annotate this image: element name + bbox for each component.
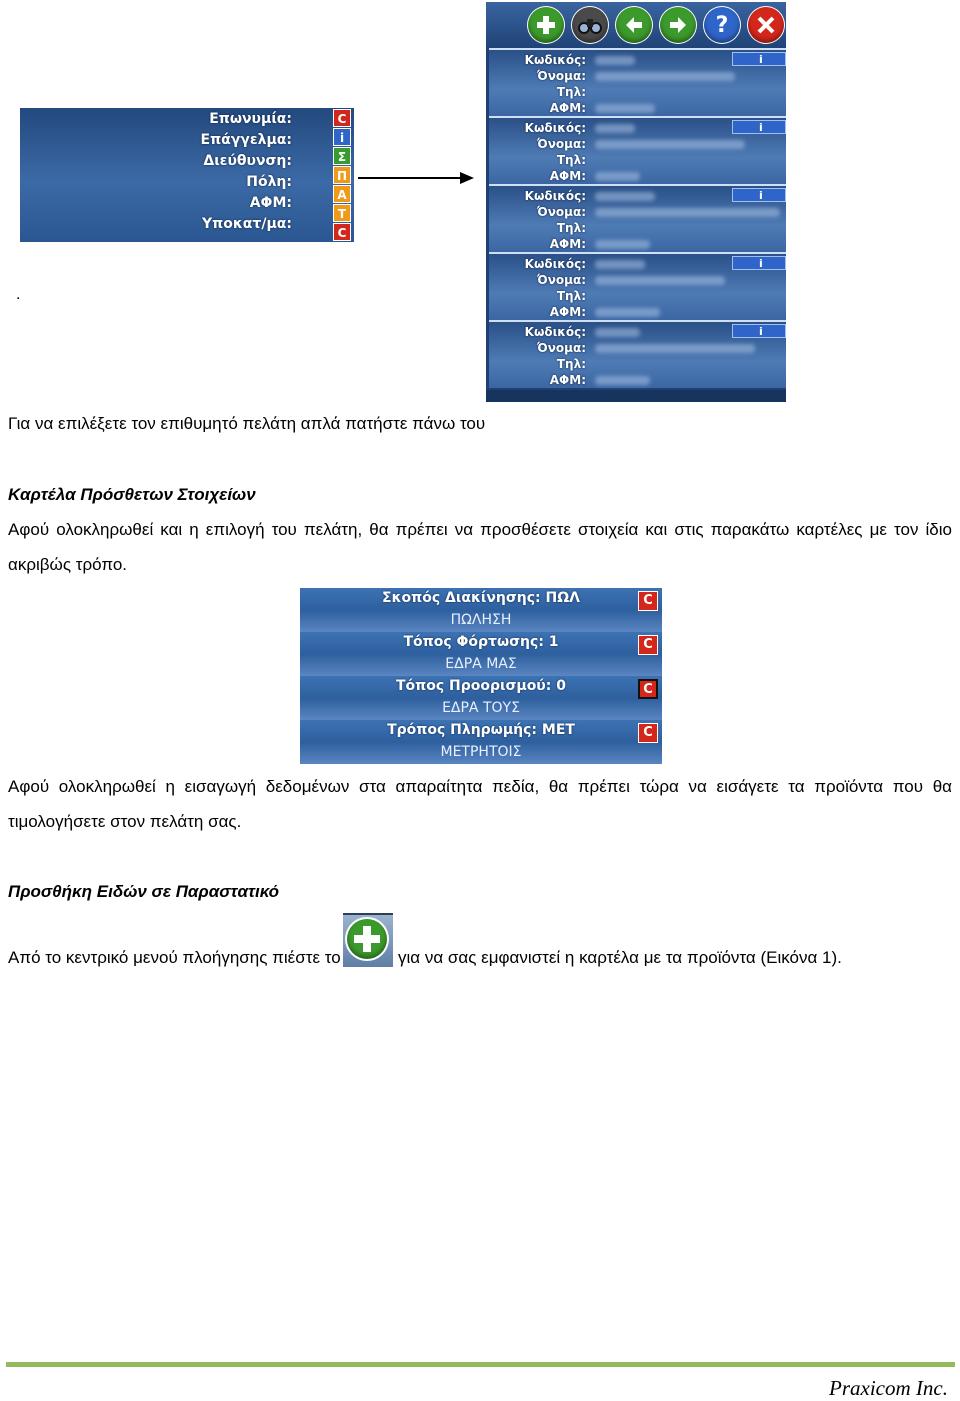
- detail-row-loading-place[interactable]: [300, 632, 662, 676]
- customer-label-city: Πόλη:: [246, 174, 292, 190]
- paragraph-menu-after: για να σας εμφανιστεί η καρτέλα με τα προϊόντα (Εικόνα 1).: [398, 948, 842, 967]
- plus-icon: [347, 919, 387, 959]
- record-phone-label: Τηλ:: [556, 85, 586, 99]
- arrow-left-icon[interactable]: [616, 7, 652, 43]
- blurred-value: [595, 208, 780, 217]
- record-code-label: Κωδικός:: [524, 189, 586, 203]
- record-phone-label: Τηλ:: [556, 153, 586, 167]
- detail-row-purpose[interactable]: [300, 588, 662, 632]
- customer-label-profession: Επάγγελμα:: [200, 132, 292, 148]
- binoculars-icon[interactable]: [572, 7, 608, 43]
- badge-info[interactable]: i: [333, 128, 351, 146]
- record-code-label: Κωδικός:: [524, 325, 586, 339]
- badge-sigma[interactable]: Σ: [333, 147, 351, 165]
- detail-title: Τόπος Φόρτωσης: 1: [403, 634, 559, 650]
- blurred-value: [595, 56, 635, 65]
- detail-title: Τρόπος Πληρωμής: ΜΕΤ: [387, 722, 575, 738]
- toolbar: [486, 2, 786, 48]
- customer-record[interactable]: [489, 184, 786, 252]
- blurred-value: [595, 124, 635, 133]
- customer-record[interactable]: [489, 252, 786, 320]
- blurred-value: [595, 328, 640, 337]
- info-button[interactable]: i: [732, 120, 786, 134]
- record-phone-label: Τηλ:: [556, 289, 586, 303]
- record-name-label: Όνομα:: [537, 137, 586, 151]
- blurred-value: [595, 240, 650, 249]
- footer-divider: [6, 1362, 955, 1367]
- heading-add-items: Προσθήκη Ειδών σε Παραστατικό: [8, 882, 280, 901]
- badge-c[interactable]: C: [333, 109, 351, 127]
- record-vat-label: ΑΦΜ:: [549, 101, 586, 115]
- info-button[interactable]: i: [732, 256, 786, 270]
- detail-row-payment[interactable]: [300, 720, 662, 764]
- blurred-value: [595, 376, 650, 385]
- heading-additional-details: Καρτέλα Πρόσθετων Στοιχείων: [8, 485, 256, 504]
- badge-tau[interactable]: Τ: [333, 204, 351, 222]
- badge-alpha[interactable]: Α: [333, 185, 351, 203]
- detail-title: Σκοπός Διακίνησης: ΠΩΛ: [382, 590, 580, 606]
- blurred-value: [595, 72, 735, 81]
- customer-label-name: Επωνυμία:: [209, 111, 292, 127]
- blurred-value: [595, 260, 645, 269]
- blurred-value: [595, 308, 660, 317]
- add-button-icon: [343, 913, 393, 967]
- record-code-label: Κωδικός:: [524, 257, 586, 271]
- record-name-label: Όνομα:: [537, 205, 586, 219]
- detail-badge-c[interactable]: C: [638, 679, 658, 699]
- record-name-label: Όνομα:: [537, 341, 586, 355]
- blurred-value: [595, 140, 745, 149]
- detail-title: Τόπος Προορισμού: 0: [396, 678, 566, 694]
- record-name-label: Όνομα:: [537, 273, 586, 287]
- paragraph-select-customer: Για να επιλέξετε τον επιθυμητό πελάτη απλά πατήστε πάνω του: [8, 414, 486, 433]
- info-button[interactable]: i: [732, 52, 786, 66]
- record-code-label: Κωδικός:: [524, 53, 586, 67]
- paragraph-data-entry-line2: τιμολογήσετε στον πελάτη σας.: [8, 812, 242, 831]
- customer-panel: [20, 108, 354, 242]
- record-vat-label: ΑΦΜ:: [549, 373, 586, 387]
- dot: .: [16, 286, 21, 303]
- record-phone-label: Τηλ:: [556, 221, 586, 235]
- blurred-value: [595, 192, 655, 201]
- details-panel: [300, 588, 662, 764]
- paragraph-menu-before: Από το κεντρικό μενού πλοήγησης πιέστε το: [8, 948, 341, 967]
- detail-value: ΜΕΤΡΗΤΟΙΣ: [440, 744, 522, 760]
- customer-label-address: Διεύθυνση:: [203, 153, 292, 169]
- paragraph-additional-details-line2: ακριβώς τρόπο.: [8, 555, 128, 574]
- paragraph-additional-details-line1: Αφού ολοκληρωθεί και η επιλογή του πελάτη, θα πρέπει να προσθέσετε στοιχεία και στις παρακάτω καρτέλες με τον ίδιο: [8, 520, 952, 539]
- blurred-value: [595, 104, 655, 113]
- badge-c-bottom[interactable]: C: [333, 223, 351, 241]
- footer-brand: Praxicom Inc.: [829, 1376, 948, 1400]
- help-icon[interactable]: ?: [704, 7, 740, 43]
- detail-badge-c[interactable]: C: [638, 635, 658, 655]
- badge-pi[interactable]: Π: [333, 166, 351, 184]
- record-vat-label: ΑΦΜ:: [549, 305, 586, 319]
- record-phone-label: Τηλ:: [556, 357, 586, 371]
- detail-value: ΕΔΡΑ ΤΟΥΣ: [442, 700, 520, 716]
- panel-bottom-strip: [486, 390, 786, 402]
- arrow-right-icon[interactable]: [660, 7, 696, 43]
- detail-value: ΕΔΡΑ ΜΑΣ: [445, 656, 517, 672]
- record-code-label: Κωδικός:: [524, 121, 586, 135]
- customer-list-panel: [486, 2, 786, 402]
- plus-icon[interactable]: [528, 7, 564, 43]
- detail-badge-c[interactable]: C: [638, 591, 658, 611]
- customer-record[interactable]: [489, 320, 786, 388]
- paragraph-data-entry-line1: Αφού ολοκληρωθεί η εισαγωγή δεδομένων στα απαραίτητα πεδία, θα πρέπει τώρα να εισάγετε τα προϊόντα που θα: [8, 777, 952, 796]
- detail-badge-c[interactable]: C: [638, 723, 658, 743]
- blurred-value: [595, 172, 640, 181]
- detail-row-destination[interactable]: [300, 676, 662, 720]
- record-vat-label: ΑΦΜ:: [549, 169, 586, 183]
- info-button[interactable]: i: [732, 324, 786, 338]
- info-button[interactable]: i: [732, 188, 786, 202]
- blurred-value: [595, 344, 755, 353]
- record-name-label: Όνομα:: [537, 69, 586, 83]
- arrow-right-icon: [460, 172, 474, 184]
- customer-label-branch: Υποκατ/μα:: [202, 216, 292, 232]
- record-vat-label: ΑΦΜ:: [549, 237, 586, 251]
- customer-record[interactable]: [489, 48, 786, 116]
- close-icon[interactable]: [748, 7, 784, 43]
- customer-label-vat: ΑΦΜ:: [249, 195, 292, 211]
- detail-value: ΠΩΛΗΣΗ: [450, 612, 512, 628]
- customer-record[interactable]: [489, 116, 786, 184]
- blurred-value: [595, 276, 725, 285]
- arrow-line: [358, 177, 462, 179]
